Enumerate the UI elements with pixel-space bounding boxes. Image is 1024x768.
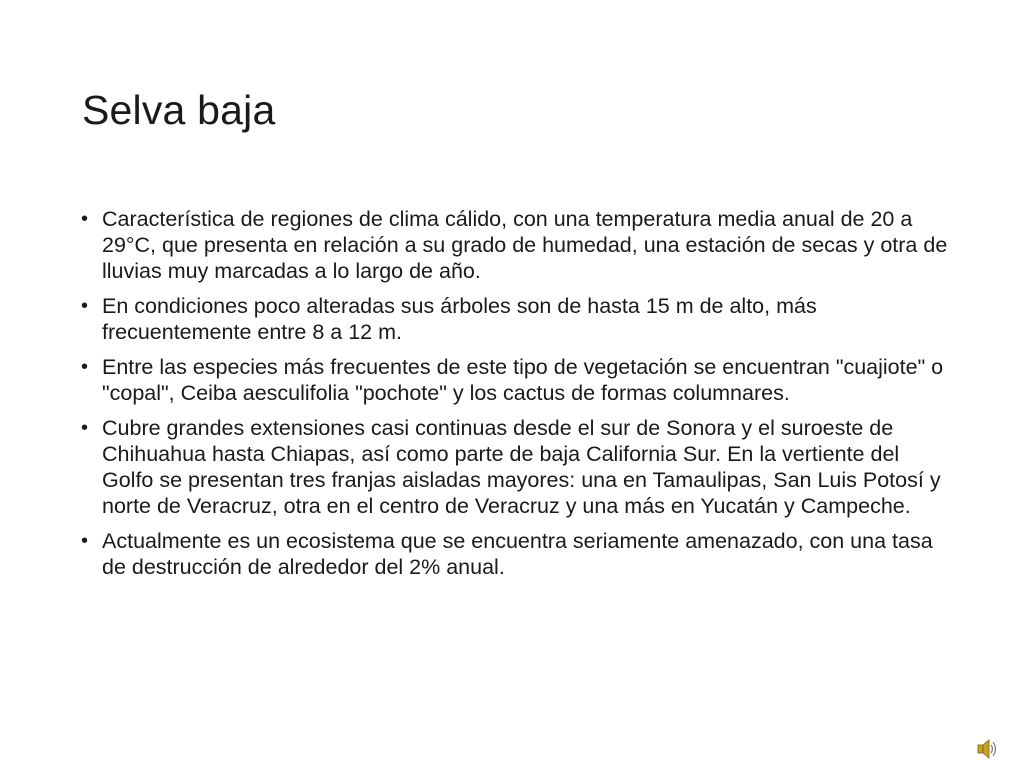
speaker-body	[978, 745, 983, 753]
bullet-marker: •	[81, 356, 89, 378]
bullet-marker: •	[81, 417, 89, 439]
bullet-list	[80, 206, 950, 589]
speaker-cone	[983, 740, 989, 758]
bullet-text: Actualmente es un ecosistema que se encuentra seriamente amenazado, con una tasa de destrucción de alrededor del 2% anual.	[102, 529, 933, 579]
bullet-text: Entre las especies más frecuentes de este tipo de vegetación se encuentran "cuajiote" o "copal", Ceiba aesculifolia "pochote" y los cactus de formas columnares.	[102, 355, 944, 405]
list-item	[80, 354, 950, 406]
list-item	[80, 415, 950, 519]
list-item	[80, 206, 950, 284]
sound-wave	[993, 742, 996, 756]
list-item	[80, 293, 950, 345]
list-item	[80, 528, 950, 580]
bullet-text: Característica de regiones de clima cálido, con una temperatura media anual de 20 a 29°C, que presenta en relación a su grado de humedad, una estación de secas y otra de lluvias muy marcadas a lo largo de año.	[102, 207, 948, 283]
slide-title: Selva baja	[82, 87, 276, 133]
bullet-marker: •	[81, 295, 89, 317]
bullet-marker: •	[81, 208, 89, 230]
bullet-text: Cubre grandes extensiones casi continuas desde el sur de Sonora y el suroeste de Chihuahua hasta Chiapas, así como parte de baja California Sur. En la vertiente del Golfo se presentan tres franjas aisladas mayores: una en Tamaulipas, San Luis Potosí y norte de Veracruz, otra en el centro de Veracruz y una más en Yucatán y Campeche.	[102, 416, 941, 518]
bullet-marker: •	[81, 530, 89, 552]
sound-icon[interactable]	[976, 738, 998, 760]
sound-wave	[991, 745, 993, 753]
bullet-text: En condiciones poco alteradas sus árboles son de hasta 15 m de alto, más frecuentemente entre 8 a 12 m.	[102, 294, 817, 344]
